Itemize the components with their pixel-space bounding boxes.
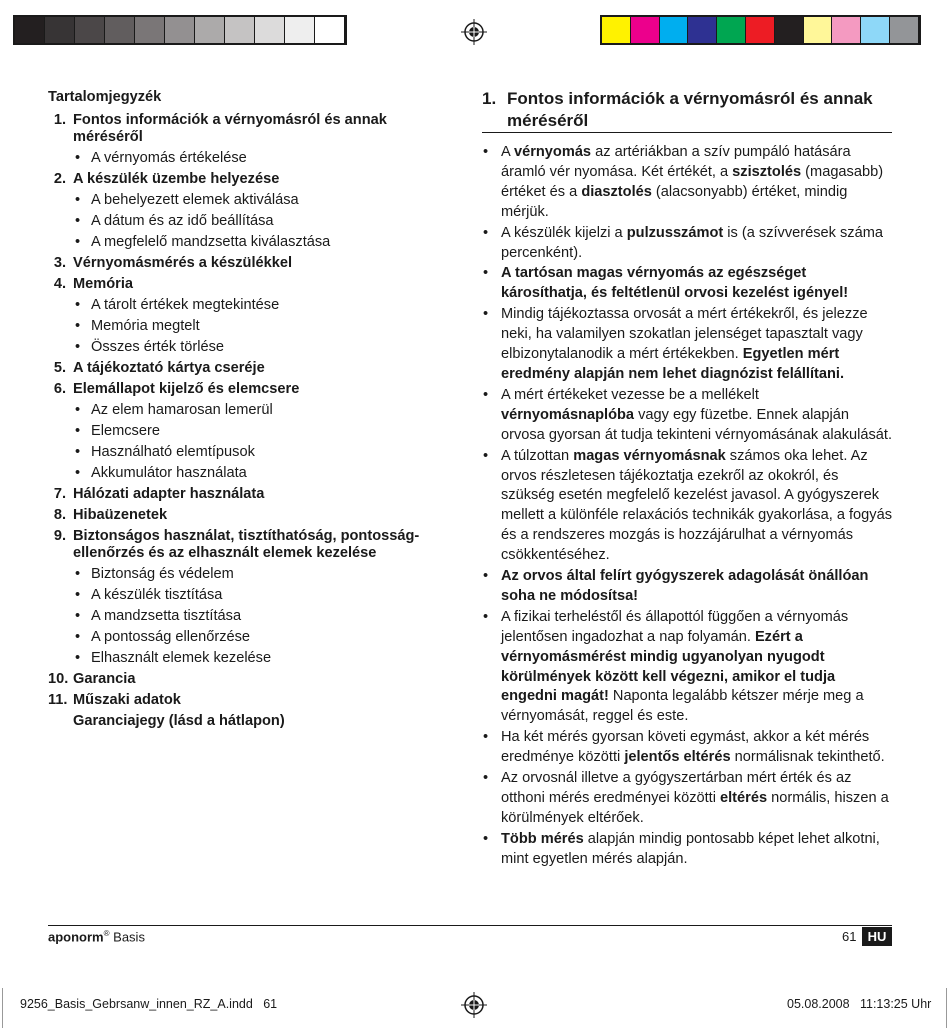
color-swatch <box>832 17 861 43</box>
color-swatch <box>688 17 717 43</box>
toc-item-label: Hibaüzenetek <box>73 507 168 523</box>
toc-item-number: 5. <box>53 360 66 376</box>
toc-item <box>48 528 448 562</box>
info-bullet <box>482 143 894 223</box>
info-bullet <box>482 830 894 870</box>
toc-item-label: A készülék üzembe helyezése <box>73 171 280 187</box>
gray-swatch <box>15 17 45 43</box>
gray-swatch <box>285 17 315 43</box>
bullet-text: Ha két mérés gyorsan követi egymást, akkor a két mérés eredménye közötti <box>501 729 870 766</box>
emphasis-text: pulzusszámot <box>626 224 724 241</box>
toc-item-number: 7. <box>53 486 66 502</box>
language-badge: HU <box>862 927 892 946</box>
emphasis-text: Több mérés <box>501 830 584 847</box>
bullet-text: (magasabb) értéket és a <box>501 163 884 200</box>
toc-item-label: Fontos információk a vérnyomásról és annak méréséről <box>73 112 387 145</box>
toc-subitem: • A vérnyomás értékelése <box>48 150 448 167</box>
toc-item <box>48 360 448 377</box>
grayscale-calibration-bar <box>13 15 347 45</box>
toc-item <box>48 671 448 688</box>
color-swatch <box>890 17 919 43</box>
gray-swatch <box>105 17 135 43</box>
brand-name <box>48 929 145 944</box>
info-bullet-list <box>482 143 894 871</box>
emphasis-text: magas vérnyomásnak <box>573 447 726 464</box>
color-swatch <box>602 17 631 43</box>
color-swatch <box>717 17 746 43</box>
toc-subitem: • A megfelelő mandzsetta kiválasztása <box>48 234 448 251</box>
bullet-text: normálisnak tekinthető. <box>730 749 885 766</box>
toc-item-number: 11. <box>48 692 68 708</box>
toc-item-number: 4. <box>53 276 66 292</box>
toc-subitem: • Biztonság és védelem <box>48 566 448 583</box>
toc-subitem: • A dátum és az idő beállítása <box>48 213 448 230</box>
registration-mark-icon <box>461 19 487 45</box>
emphasis-text: diasztolés <box>581 183 652 200</box>
toc-item <box>48 171 448 188</box>
bullet-text: vagy egy füzetbe. Ennek alapján orvosa gyorsan át tudja tekinteni vérnyomásának alakulását. <box>501 406 893 443</box>
emphasis-text: vérnyomásnaplóba <box>501 406 635 423</box>
color-swatch <box>775 17 804 43</box>
toc-item <box>48 255 448 272</box>
info-bullet <box>482 567 894 607</box>
bullet-text: A mért értékeket vezesse be a mellékelt <box>501 386 759 403</box>
info-bullet <box>482 386 894 446</box>
info-bullet <box>482 224 894 264</box>
emphasis-text: eltérés <box>720 790 768 806</box>
toc-title: Tartalomjegyzék <box>48 89 162 105</box>
gray-swatch <box>255 17 285 43</box>
toc-item-label: Műszaki adatok <box>73 692 181 708</box>
emphasis-text: vérnyomás <box>513 144 592 160</box>
toc-item-number: 10. <box>48 671 69 687</box>
toc-item <box>48 486 448 503</box>
gray-swatch <box>135 17 165 43</box>
emphasis-text: Az orvos által felírt gyógyszerek adagolását önállóan soha ne módosítsa! <box>501 568 869 604</box>
toc-item-number: 9. <box>53 528 66 544</box>
emphasis-text: jelentős eltérés <box>624 749 731 766</box>
toc-subitem: • A pontosság ellenőrzése <box>48 629 448 646</box>
emphasis-text: Egyetlen mért eredmény alapján nem lehet diagnózist felállítani. <box>501 346 845 382</box>
toc-item <box>48 507 448 524</box>
bullet-text: alapján mindig pontosabb képet lehet alkotni, mint egyetlen mérés alapján. <box>501 830 880 867</box>
registered-mark: ® <box>103 929 110 938</box>
color-swatch <box>804 17 833 43</box>
toc-item-label: Elemállapot kijelző és elemcsere <box>73 381 300 397</box>
bullet-text: A fizikai terheléstől és állapottól függően a vérnyomás jelentősen ingadozhat a nap folyamán. <box>501 608 849 645</box>
process-color-calibration-bar <box>600 15 921 45</box>
toc-item-number: 8. <box>53 507 66 523</box>
bullet-text: Mindig tájékoztassa orvosát a mért értékekről, és jelezze neki, ha valamilyen szokatlan jelenséget tapasztalt vagy elbizonytalanodik a mért értékekben. <box>501 306 868 363</box>
info-bullet <box>482 608 894 727</box>
page-number: 61 <box>842 929 857 944</box>
toc-subitem: • A készülék tisztítása <box>48 587 448 604</box>
model-name: Basis <box>113 929 145 945</box>
gray-swatch <box>195 17 225 43</box>
info-bullet <box>482 264 894 304</box>
info-bullet <box>482 447 894 566</box>
heading-rule <box>482 132 892 133</box>
bullet-text: az artériákban a szív pumpáló hatására áramló vér nyomása. Két értékét, a <box>501 144 851 180</box>
info-bullet <box>482 769 894 829</box>
toc-item-label: Memória <box>73 276 134 292</box>
bullet-text: is (a szívverések száma percenként). <box>501 224 883 261</box>
toc-subitem: • Összes érték törlése <box>48 339 448 356</box>
toc-subitem: • A tárolt értékek megtekintése <box>48 297 448 314</box>
color-swatch <box>861 17 890 43</box>
info-bullet <box>482 728 894 768</box>
toc-item-number: 6. <box>53 381 66 397</box>
table-of-contents <box>48 88 448 730</box>
color-swatch <box>746 17 775 43</box>
toc-item-label: Garancia <box>73 671 136 687</box>
toc-subitem: • Elhasznált elemek kezelése <box>48 650 448 667</box>
toc-item-label: A tájékoztató kártya cseréje <box>73 360 265 376</box>
toc-subitem: • Akkumulátor használata <box>48 465 448 482</box>
bullet-text: A túlzottan <box>501 447 574 464</box>
gray-swatch <box>75 17 105 43</box>
toc-subitem: • A mandzsetta tisztítása <box>48 608 448 625</box>
section-heading <box>482 88 892 132</box>
toc-list <box>48 112 448 709</box>
bullet-text: A készülék kijelzi a <box>501 224 627 241</box>
toc-item-number: 3. <box>53 255 66 271</box>
emphasis-text: szisztolés <box>732 163 802 180</box>
toc-item-label: Vérnyomásmérés a készülékkel <box>73 255 293 271</box>
section-title: Fontos információk a vérnyomásról és annak méréséről <box>507 89 873 130</box>
color-swatch <box>660 17 689 43</box>
bullet-text: normális, hiszen a körülmények eltérőek. <box>501 790 889 826</box>
footer-rule <box>48 925 892 926</box>
registration-mark-icon <box>461 992 487 1018</box>
bullet-text: A <box>501 144 514 160</box>
bullet-text: Az orvosnál illetve a gyógyszertárban mért érték és az otthoni mérés eredményei közötti <box>501 770 852 806</box>
bullet-text: (alacsonyabb) értéket, mindig mérjük. <box>501 183 848 220</box>
section-number: 1. <box>482 89 497 108</box>
bullet-text: Naponta legalább kétszer mérje meg a vérnyomását, reggel és este. <box>501 688 864 725</box>
bullet-text: számos oka lehet. Az orvos részletesen tájékoztatja ezekről az okokról, és szükség esetén megfelelő kezelést javasol. A gyógyszerek mellett a különféle relaxációs technikák gyakorlása, a fogyás és a rendszeres mozgás is hozzájárulhat a vérnyomás csökkentéséhez. <box>501 447 892 564</box>
emphasis-text: Ezért a vérnyomásmérést mindig ugyanolyan nyugodt körülmények között kell végezni, amikor el tudja engedni magát! <box>501 628 836 705</box>
crop-mark <box>946 988 947 1028</box>
toc-item-number: 2. <box>53 171 66 187</box>
toc-subitem: • Elemcsere <box>48 423 448 440</box>
brand-text: aponorm <box>48 929 104 945</box>
toc-subitem: • Használható elemtípusok <box>48 444 448 461</box>
toc-item <box>48 381 448 398</box>
crop-mark <box>2 988 3 1028</box>
info-bullet <box>482 305 894 385</box>
toc-warranty-card: Garanciajegy (lásd a hátlapon) <box>73 713 285 729</box>
toc-subitem: • Memória megtelt <box>48 318 448 335</box>
gray-swatch <box>165 17 195 43</box>
toc-subitem: • A behelyezett elemek aktiválása <box>48 192 448 209</box>
emphasis-text: A tartósan magas vérnyomás az egészséget károsíthatja, és feltétlenül orvosi kezelést igényel! <box>501 265 849 302</box>
print-slug-date: 05.08.2008 11:13:25 Uhr <box>787 997 932 1011</box>
toc-item-label: Biztonságos használat, tisztíthatóság, pontosság-ellenőrzés és az elhasznált elemek kezelése <box>73 528 420 561</box>
gray-swatch <box>315 17 345 43</box>
toc-item-label: Hálózati adapter használata <box>73 486 265 502</box>
gray-swatch <box>225 17 255 43</box>
toc-item <box>48 112 448 146</box>
gray-swatch <box>45 17 75 43</box>
print-slug-filename: 9256_Basis_Gebrsanw_innen_RZ_A.indd 61 <box>20 997 278 1011</box>
toc-subitem: • Az elem hamarosan lemerül <box>48 402 448 419</box>
toc-item <box>48 692 448 709</box>
color-swatch <box>631 17 660 43</box>
toc-item-number: 1. <box>53 112 66 128</box>
toc-item <box>48 276 448 293</box>
